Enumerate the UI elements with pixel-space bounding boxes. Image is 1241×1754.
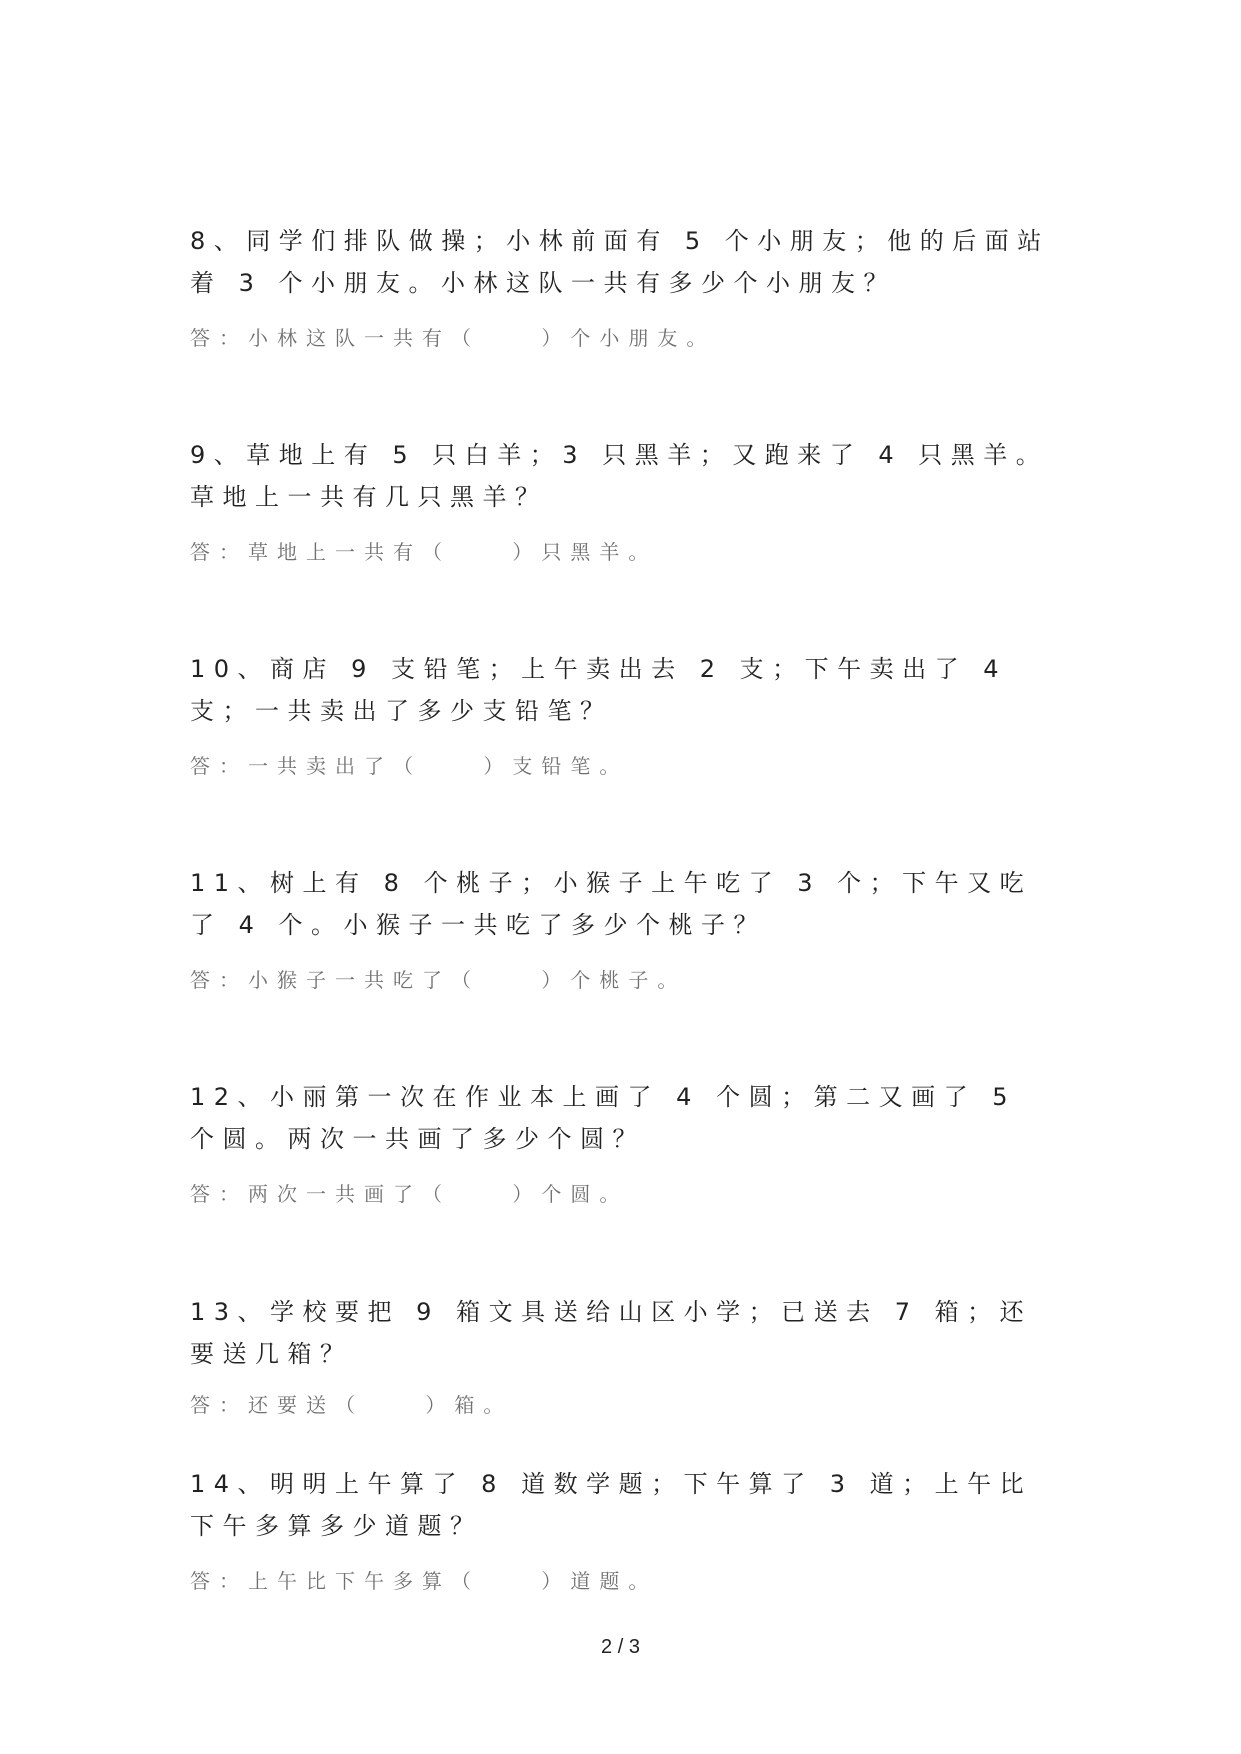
problem-answer: 答：草地上一共有（ ）只黑羊。 <box>190 540 658 564</box>
problem-question: 10、商店 9 支铅笔；上午卖出去 2 支；下午卖出了 4 支；一共卖出了多少支铅笔？ <box>190 655 1007 725</box>
problem-13 <box>190 1291 1056 1418</box>
problem-9 <box>190 434 1056 565</box>
problem-answer: 答：小猴子一共吃了（ ）个桃子。 <box>190 968 687 992</box>
problem-8 <box>190 220 1056 351</box>
page-number: 2 / 3 <box>601 1636 640 1658</box>
problem-answer: 答：两次一共画了（ ）个圆。 <box>190 1182 629 1206</box>
problem-question: 12、小丽第一次在作业本上画了 4 个圆；第二又画了 5 个圆。两次一共画了多少个圆？ <box>190 1083 1016 1153</box>
problem-answer: 答：一共卖出了（ ）支铅笔。 <box>190 754 629 778</box>
problem-12 <box>190 1076 1056 1207</box>
problem-11 <box>190 862 1056 993</box>
problem-10 <box>190 648 1056 779</box>
problem-answer: 答：还要送（ ）箱。 <box>190 1393 513 1417</box>
problem-answer: 答：小林这队一共有（ ）个小朋友。 <box>190 326 716 350</box>
problem-question: 13、学校要把 9 箱文具送给山区小学；已送去 7 箱；还要送几箱？ <box>190 1298 1033 1368</box>
problem-question: 9、草地上有 5 只白羊；3 只黑羊；又跑来了 4 只黑羊。草地上一共有几只黑羊？ <box>190 441 1049 511</box>
problem-question: 8、同学们排队做操；小林前面有 5 个小朋友；他的后面站着 3 个小朋友。小林这队一共有多少个小朋友？ <box>190 227 1050 297</box>
problem-question: 14、明明上午算了 8 道数学题；下午算了 3 道；上午比下午多算多少道题？ <box>190 1470 1033 1540</box>
problem-question: 11、树上有 8 个桃子；小猴子上午吃了 3 个；下午又吃了 4 个。小猴子一共吃了多少个桃子？ <box>190 869 1033 939</box>
problem-answer: 答：上午比下午多算（ ）道题。 <box>190 1569 658 1593</box>
problem-14 <box>190 1463 1056 1594</box>
